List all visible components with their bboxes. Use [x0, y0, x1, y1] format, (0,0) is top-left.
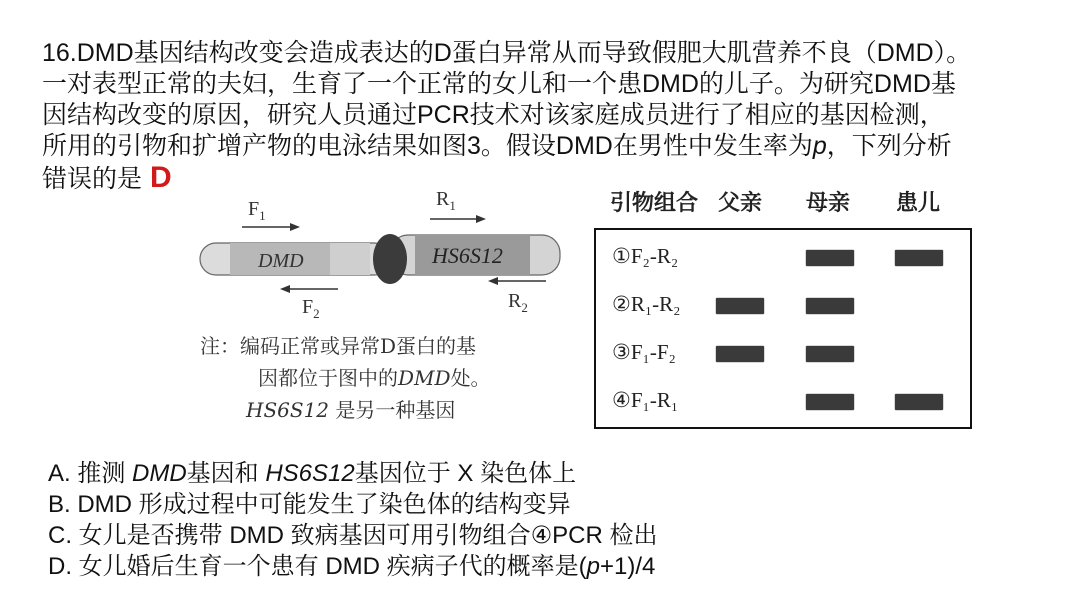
question-line-1: 16.DMD基因结构改变会造成表达的D蛋白异常从而导致假肥大肌营养不良（DMD）。	[42, 39, 972, 67]
f1-arrow-head	[290, 223, 300, 231]
option-d	[48, 551, 658, 582]
note-line-2	[200, 362, 491, 394]
gel-header-mother: 母亲	[806, 190, 851, 216]
gel-band-row1-lane3	[895, 250, 943, 266]
note-line-2-b: 处。	[450, 366, 491, 390]
f1-label: $F_1$	[248, 198, 266, 223]
option-c: C. 女儿是否携带 DMD 致病基因可用引物组合④PCR 检出	[48, 522, 658, 549]
options-list	[48, 458, 658, 582]
option-a	[48, 458, 658, 489]
note-line-3-gene: HS6S12	[246, 398, 330, 422]
option-a-mid: 基因和	[186, 460, 266, 487]
option-a-gene2: HS6S12	[265, 460, 355, 487]
r2-label: $R_2$	[508, 290, 528, 315]
option-a-prefix: A. 推测	[48, 460, 133, 487]
question-line-4	[42, 131, 1052, 162]
left-arm-band	[330, 243, 370, 275]
option-a-suffix: 基因位于 X 染色体上	[354, 460, 577, 487]
primer-combination-1: ①F₂-R₂	[612, 244, 679, 268]
dmd-gene-label: DMD	[258, 250, 304, 272]
option-a-gene1: DMD	[132, 460, 187, 487]
answer-mark: D	[150, 161, 172, 194]
note-line-2-gene: DMD	[398, 366, 451, 390]
centromere	[373, 234, 407, 284]
gel-header-primer: 引物组合	[610, 190, 699, 216]
probability-symbol: p	[812, 132, 827, 160]
figure-note	[200, 330, 491, 426]
chromosome-diagram	[190, 185, 570, 325]
f2-arrow-head	[280, 285, 290, 293]
gel-band-row4-lane2	[806, 394, 854, 410]
hs6s12-gene-label: HS6S12	[432, 243, 503, 268]
question-line-3: 因结构改变的原因，研究人员通过PCR技术对该家庭成员进行了相应的基因检测，	[42, 101, 945, 129]
primer-combination-3: ③F₁-F₂	[612, 340, 676, 364]
option-b: B. DMD 形成过程中可能发生了染色体的结构变异	[48, 491, 571, 518]
question-line-4-b: ，下列分析	[826, 132, 952, 160]
primer-combination-4: ④F₁-R₁	[612, 388, 679, 412]
gel-band-row4-lane3	[895, 394, 943, 410]
question-text	[42, 38, 1052, 195]
question-line-4-a: 所用的引物和扩增产物的电泳结果如图3。假设DMD在男性中发生率为	[42, 132, 813, 160]
gel-band-row2-lane2	[806, 298, 854, 314]
primer-combination-2: ②R₁-R₂	[612, 292, 681, 316]
note-line-2-a: 因都位于图中的	[258, 366, 398, 390]
r1-label: $R_1$	[436, 188, 456, 213]
r2-arrow-head	[488, 277, 498, 285]
gel-header-patient: 患儿	[896, 190, 941, 216]
gel-band-row3-lane2	[806, 346, 854, 362]
option-d-prefix: D. 女儿婚后生育一个患有 DMD 疾病子代的概率是(	[48, 553, 587, 580]
f2-label: $F_2$	[302, 296, 320, 321]
r1-arrow-head	[476, 215, 486, 223]
question-line-2: 一对表型正常的夫妇，生育了一个正常的女儿和一个患DMD的儿子。为研究DMD基	[42, 70, 956, 98]
gel-band-row3-lane1	[716, 346, 764, 362]
note-line-3-b: 是另一种基因	[335, 398, 456, 422]
gel-band-row2-lane1	[716, 298, 764, 314]
gel-header-father: 父亲	[718, 190, 763, 216]
note-line-1: 注：编码正常或异常D蛋白的基	[200, 334, 477, 358]
option-d-suffix: +1)/4	[600, 553, 656, 580]
option-d-p: p	[586, 553, 601, 580]
gel-band-row1-lane2	[806, 250, 854, 266]
question-prompt: 错误的是	[42, 165, 143, 193]
note-line-3	[200, 394, 491, 426]
